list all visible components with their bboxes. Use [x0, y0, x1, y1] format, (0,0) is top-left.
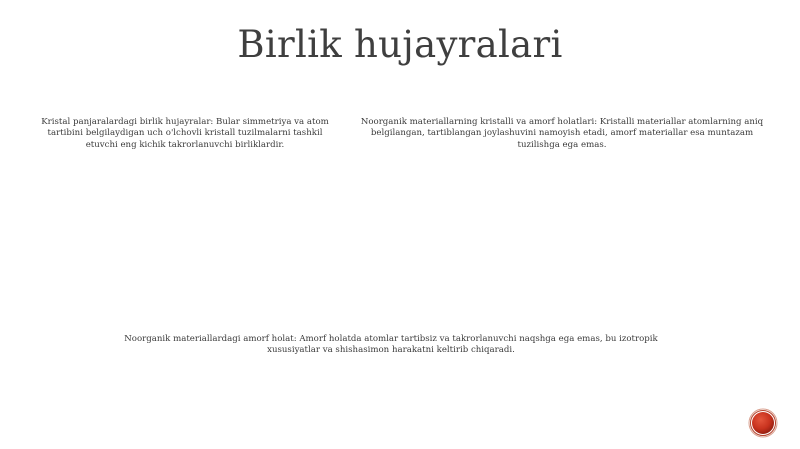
slide-title: Birlik hujayralari: [237, 23, 563, 66]
slide-nav-button[interactable]: [748, 408, 778, 438]
circle-nav-icon: [748, 408, 778, 438]
text-block-amorphous-state: Noorganik materiallardagi amorf holat: Amorf holatda atomlar tartibsiz va takrorlanuvchi naqshga ega emas, bu izotropik xususiyatlar va shishasimon harakatni keltirib chiqaradi.: [124, 334, 658, 356]
text-block-unit-cells: Kristal panjaralardagi birlik hujayralar: Bular simmetriya va atom tartibini belgilaydigan uch o'lchovli kristall tuzilmalarni tashkil etuvchi eng kichik takrorlanuvchi birliklardir.: [41, 117, 329, 150]
text-block-crystalline-amorphous: Noorganik materiallarning kristalli va amorf holatlari: Kristalli materiallar atomlarning aniq belgilangan, tartiblangan joylashuvini namoyish etadi, amorf materiallar esa muntazam tuzilishga ega emas.: [360, 117, 764, 150]
